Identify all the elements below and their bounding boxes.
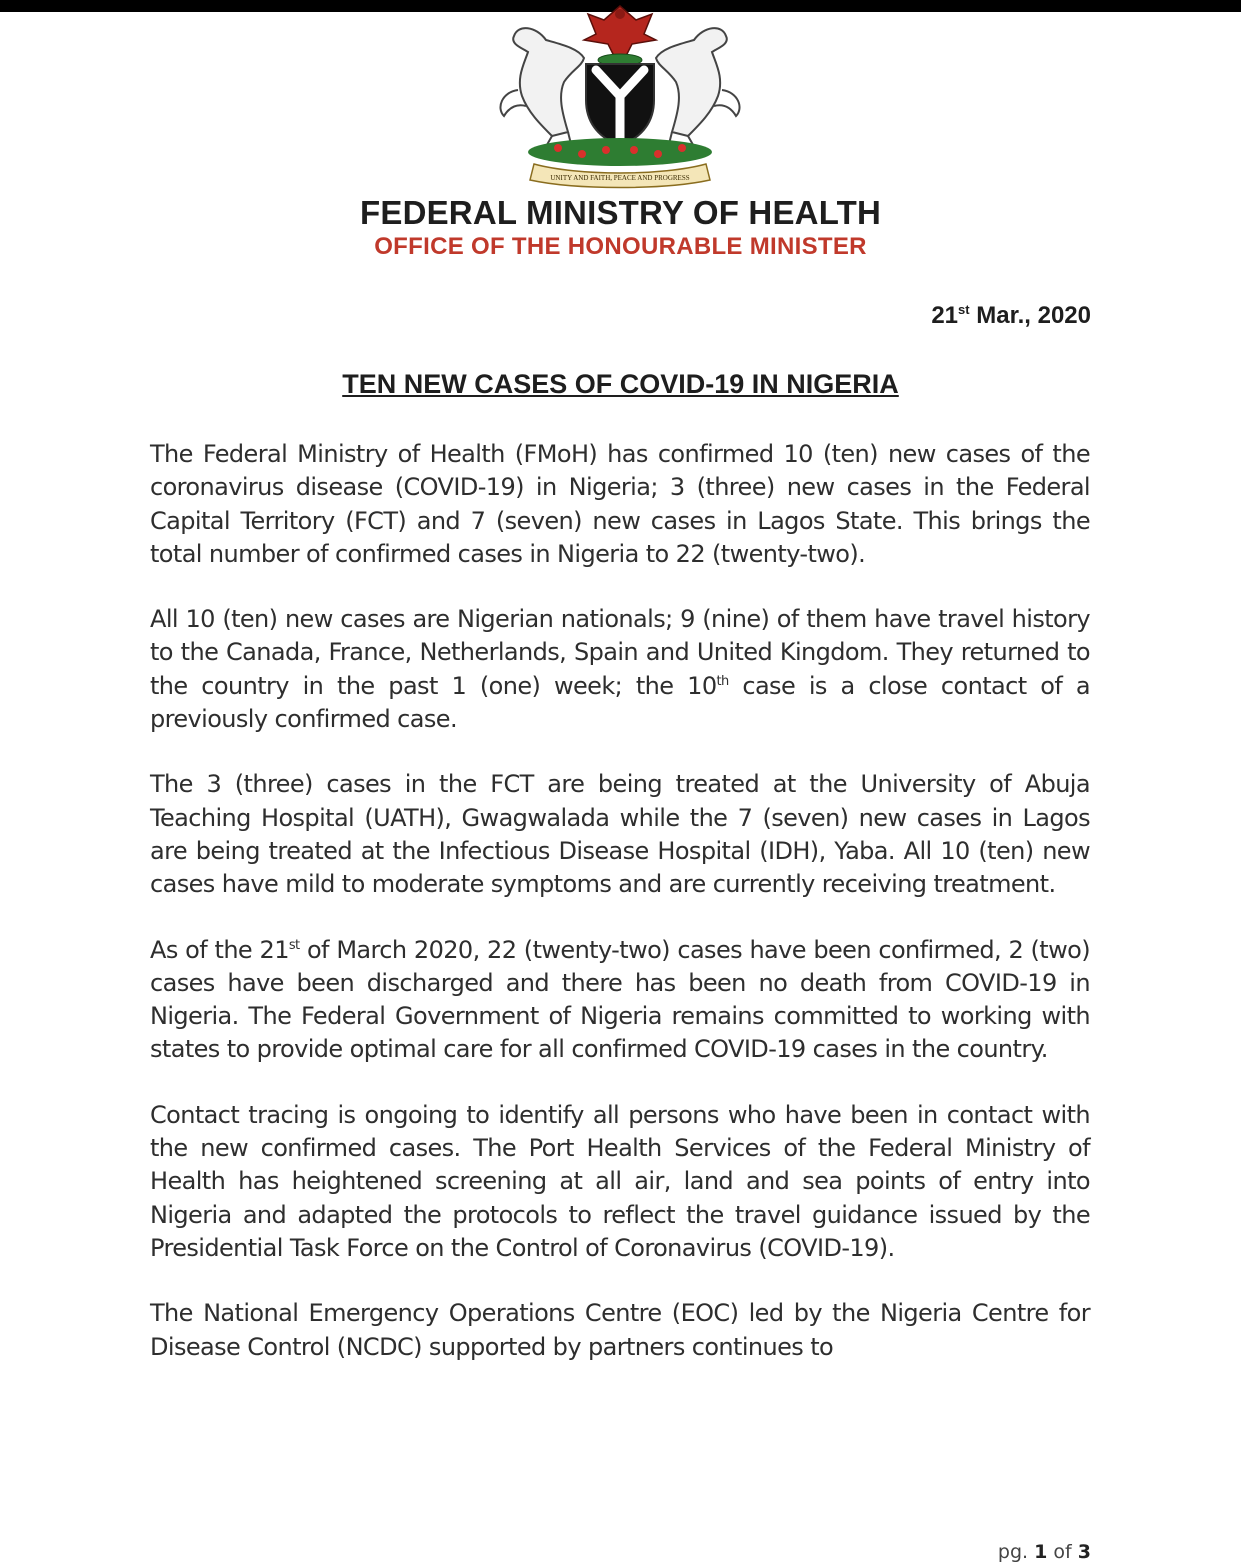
paragraph-4-text-b: of March 2020, 22 (twenty-two) cases have been confirmed, 2 (two) cases have been discharged and there has been no death from COVID-19 in Nigeria. The Federal Government of Nigeria remains committed to working with states to provide optimal care for all confirmed COVID-19 cases in the country. — [150, 935, 1090, 1064]
paragraph-6: The National Emergency Operations Centre (EOC) led by the Nigeria Centre for Disease Control (NCDC) supported by partners continues to — [150, 1299, 1090, 1361]
date-day: 21 — [931, 302, 959, 329]
page-number — [998, 1541, 1091, 1563]
shield-icon — [586, 64, 654, 146]
paragraph-4-ordinal: st — [288, 937, 300, 953]
paragraph-2-text-b: case is a close contact of a previously confirmed case. — [150, 671, 1090, 734]
eagle-icon — [584, 6, 656, 56]
press-release-body — [150, 438, 1090, 1396]
right-horse-icon — [656, 28, 740, 150]
left-horse-icon — [500, 28, 584, 150]
paragraph-2-text-a: All 10 (ten) new cases are Nigerian nationals; 9 (nine) of them have travel history to the Canada, France, Netherlands, Spain and United Kingdom. They returned to the country in the past 1 (one) week; the 10 — [150, 605, 1090, 700]
ministry-name: FEDERAL MINISTRY OF HEALTH — [360, 194, 881, 231]
press-release-headline: TEN NEW CASES OF COVID-19 IN NIGERIA — [342, 369, 899, 399]
motto-text: UNITY AND FAITH, PEACE AND PROGRESS — [550, 174, 690, 182]
coat-of-arms-emblem — [488, 0, 752, 190]
page-total: 3 — [1077, 1541, 1091, 1563]
flower-base — [528, 138, 712, 166]
office-name: OFFICE OF THE HONOURABLE MINISTER — [374, 233, 867, 260]
page-current: 1 — [1034, 1541, 1048, 1563]
paragraph-2-ordinal: th — [716, 673, 729, 689]
paragraph-5: Contact tracing is ongoing to identify all persons who have been in contact with the new confirmed cases. The Port Health Services of the Federal Ministry of Health has heightened screening at all air, land and sea points of entry into Nigeria and adapted the protocols to reflect the travel guidance issued by the Presidential Task Force on the Control of Coronavirus (COVID-19). — [150, 1100, 1090, 1262]
paragraph-3: The 3 (three) cases in the FCT are being treated at the University of Abuja Teaching Hospital (UATH), Gwagwalada while the 7 (seven) new cases in Lagos are being treated at the Infectious Disease Hospital (IDH), Yaba. All 10 (ten) new cases have mild to moderate symptoms and are currently receiving treatment. — [150, 770, 1090, 899]
date-day-suffix: st — [958, 302, 970, 317]
date-month-year: Mar., 2020 — [969, 302, 1091, 329]
paragraph-2 — [150, 603, 1090, 736]
press-release-date — [931, 302, 1091, 330]
page-of: of — [1047, 1541, 1078, 1563]
page-prefix: pg. — [997, 1541, 1035, 1563]
paragraph-4 — [150, 934, 1090, 1067]
paragraph-1: The Federal Ministry of Health (FMoH) has confirmed 10 (ten) new cases of the coronavirus disease (COVID-19) in Nigeria; 3 (three) new cases in the Federal Capital Territory (FCT) and 7 (seven) new cases in Lagos State. This brings the total number of confirmed cases in Nigeria to 22 (twenty-two). — [150, 440, 1090, 568]
paragraph-4-text-a: As of the 21 — [150, 935, 289, 964]
